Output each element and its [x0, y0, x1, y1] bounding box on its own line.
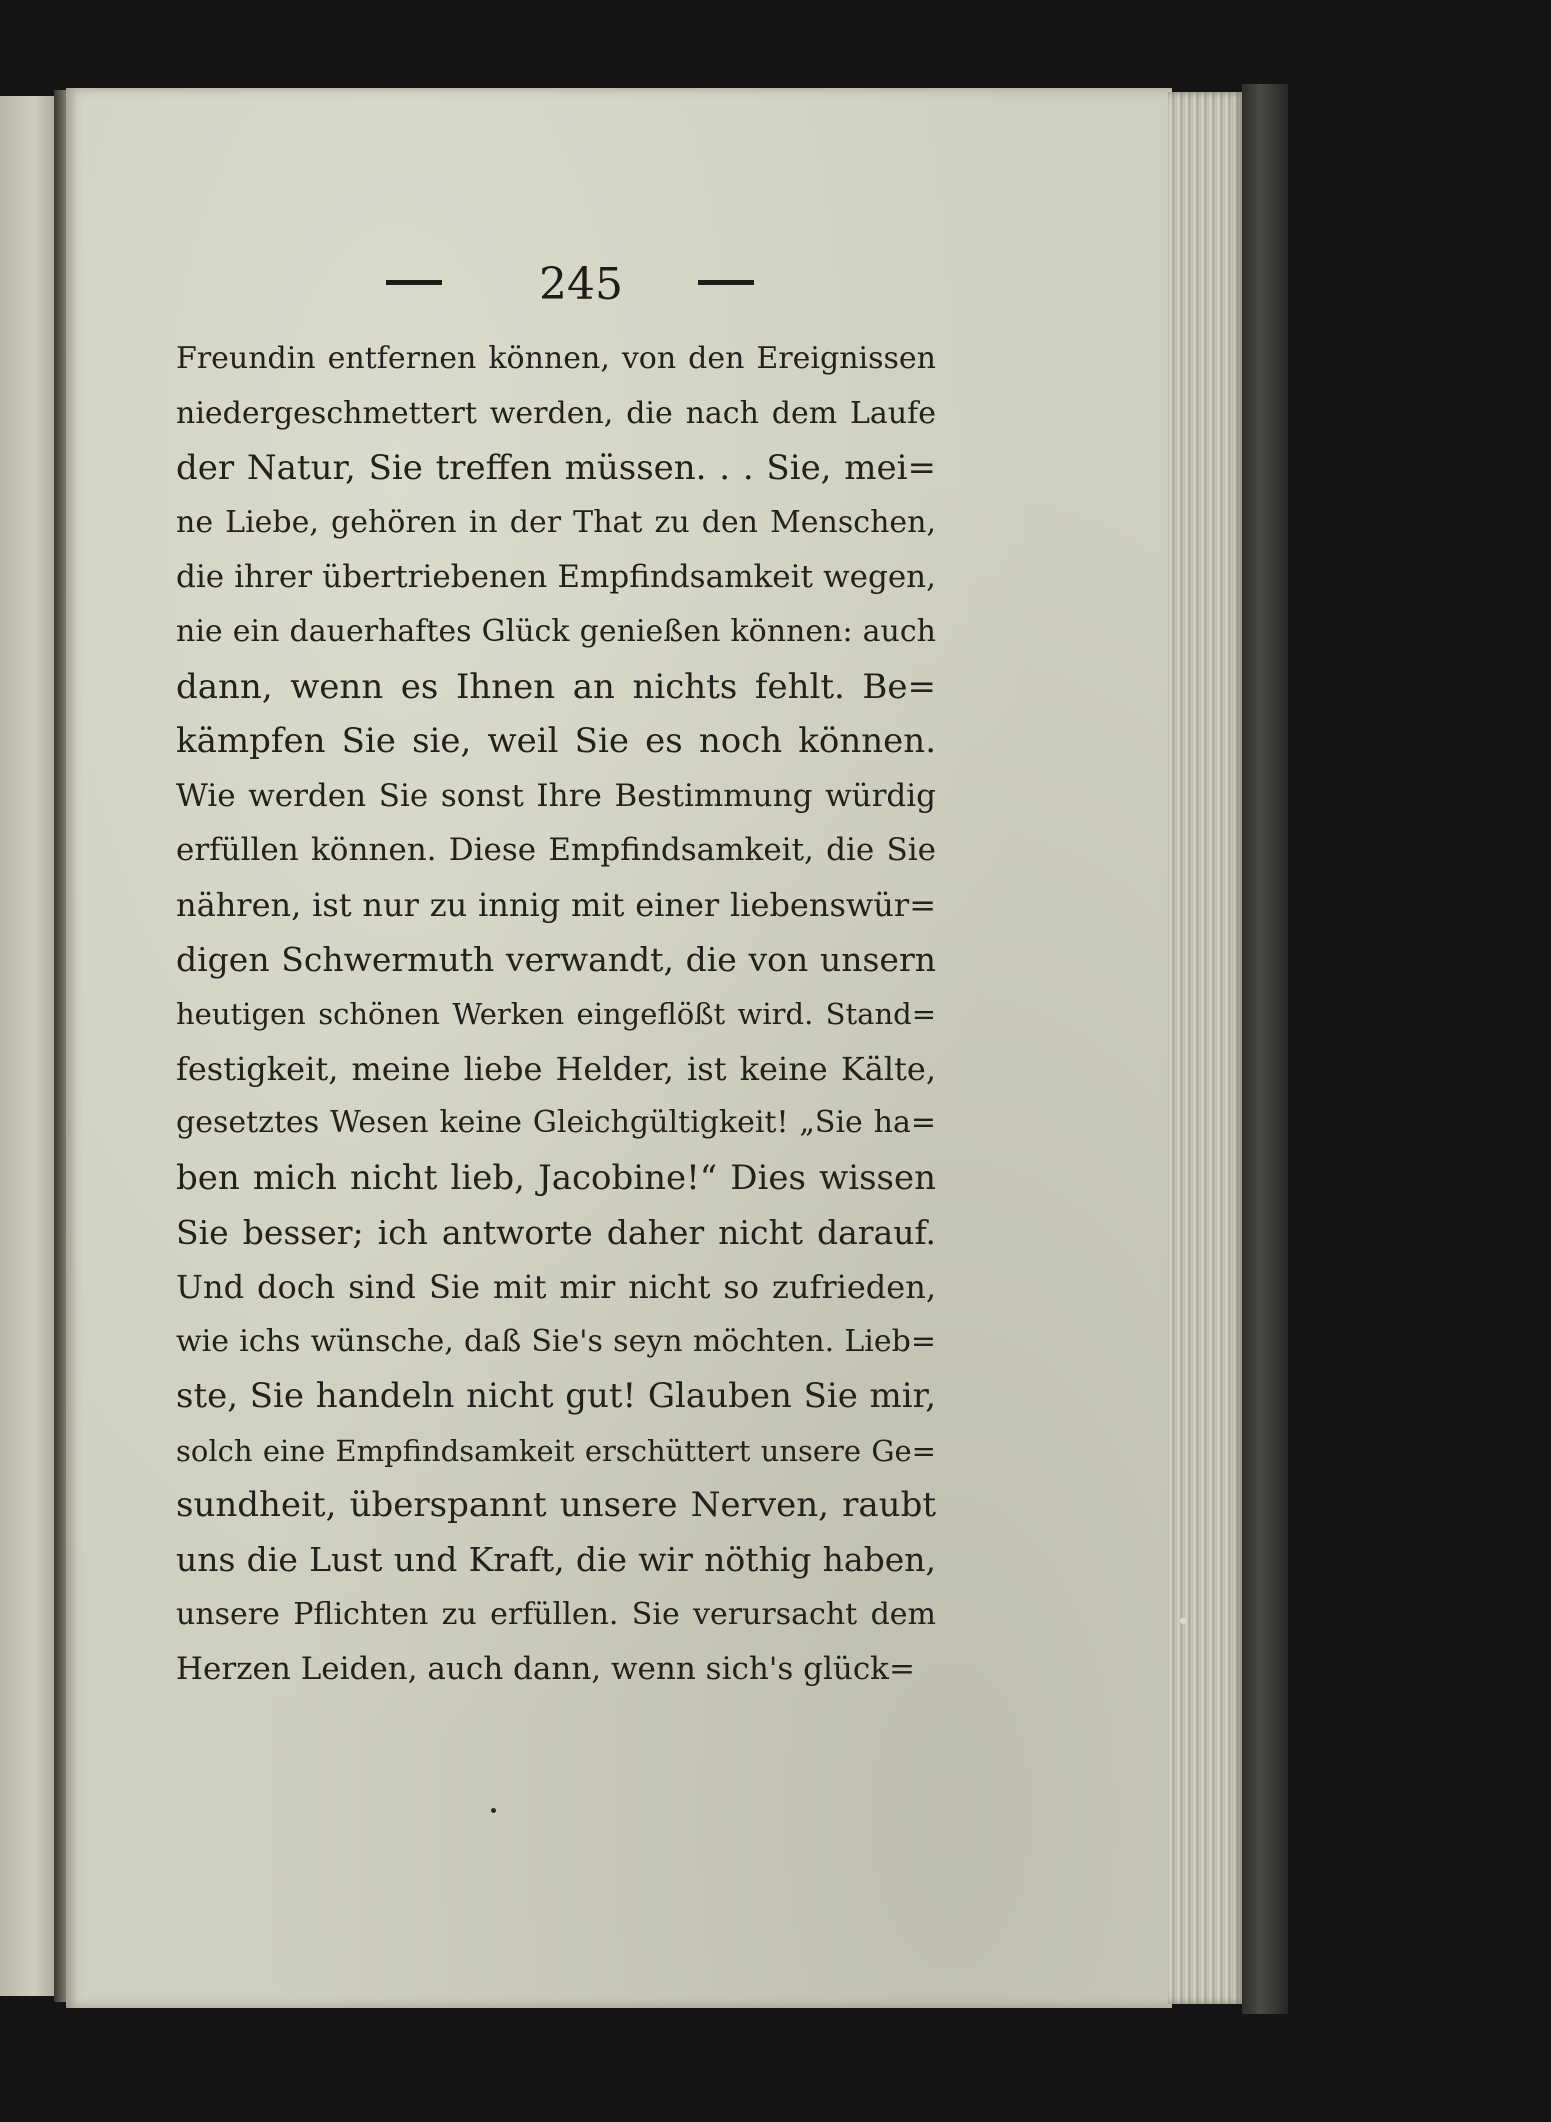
text-line: nie ein dauerhaftes Glück genießen können: auch [176, 613, 936, 649]
book-cover-edge [1242, 84, 1288, 2014]
text-line: Freundin entfernen können, von den Ereignissen [176, 341, 936, 376]
text-line: kämpfen Sie sie, weil Sie es noch können. [176, 721, 936, 762]
page-number: 245 [539, 259, 623, 310]
text-line: wie ichs wünsche, daß Sie's seyn möchten. Lieb= [176, 1323, 936, 1359]
ink-speck [491, 1808, 496, 1813]
text-line: digen Schwermuth verwandt, die von unsern [176, 939, 936, 979]
running-head [66, 250, 1172, 320]
text-line: Wie werden Sie sonst Ihre Bestimmung würdig [176, 777, 936, 814]
text-line: der Natur, Sie treffen müssen. . . Sie, mei= [176, 448, 936, 489]
text-line: solch eine Empfindsamkeit erschüttert unsere Ge= [176, 1433, 936, 1468]
page-block-edges [1168, 92, 1246, 2004]
facing-page-edge [0, 96, 58, 1996]
text-line: Und doch sind Sie mit mir nicht so zufrieden, [176, 1268, 936, 1307]
running-head-dash-left [386, 280, 442, 285]
text-line: sundheit, überspannt unsere Nerven, raubt [176, 1485, 936, 1526]
text-line: nähren, ist nur zu innig mit einer liebenswür= [176, 885, 936, 924]
text-line: ne Liebe, gehören in der That zu den Menschen, [176, 504, 936, 540]
text-line: ben mich nicht lieb, Jacobine!“ Dies wissen [176, 1157, 936, 1198]
text-line: erfüllen können. Diese Empfindsamkeit, die Sie [176, 832, 936, 869]
text-line: unsere Pflichten zu erfüllen. Sie verursacht dem [176, 1596, 936, 1632]
text-line: Sie besser; ich antworte daher nicht darauf. [176, 1212, 936, 1252]
text-line: dann, wenn es Ihnen an nichts fehlt. Be= [176, 666, 936, 707]
text-line: festigkeit, meine liebe Helder, ist keine Kälte, [176, 1049, 936, 1088]
running-head-dash-right [698, 280, 754, 285]
text-line: Herzen Leiden, auch dann, wenn sich's glück= [176, 1651, 915, 1688]
text-line: heutigen schönen Werken eingeflößt wird. Stand= [176, 997, 936, 1032]
text-line: die ihrer übertriebenen Empfindsamkeit wegen, [176, 559, 936, 596]
body-text [176, 332, 936, 1697]
paper-speck [1180, 1618, 1186, 1624]
text-line: uns die Lust und Kraft, die wir nöthig haben, [176, 1540, 936, 1580]
text-line: niedergeschmettert werden, die nach dem Laufe [176, 395, 936, 431]
text-line: ste, Sie handeln nicht gut! Glauben Sie mir, [176, 1376, 936, 1417]
text-line: gesetztes Wesen keine Gleichgültigkeit! „Sie ha= [176, 1105, 936, 1141]
